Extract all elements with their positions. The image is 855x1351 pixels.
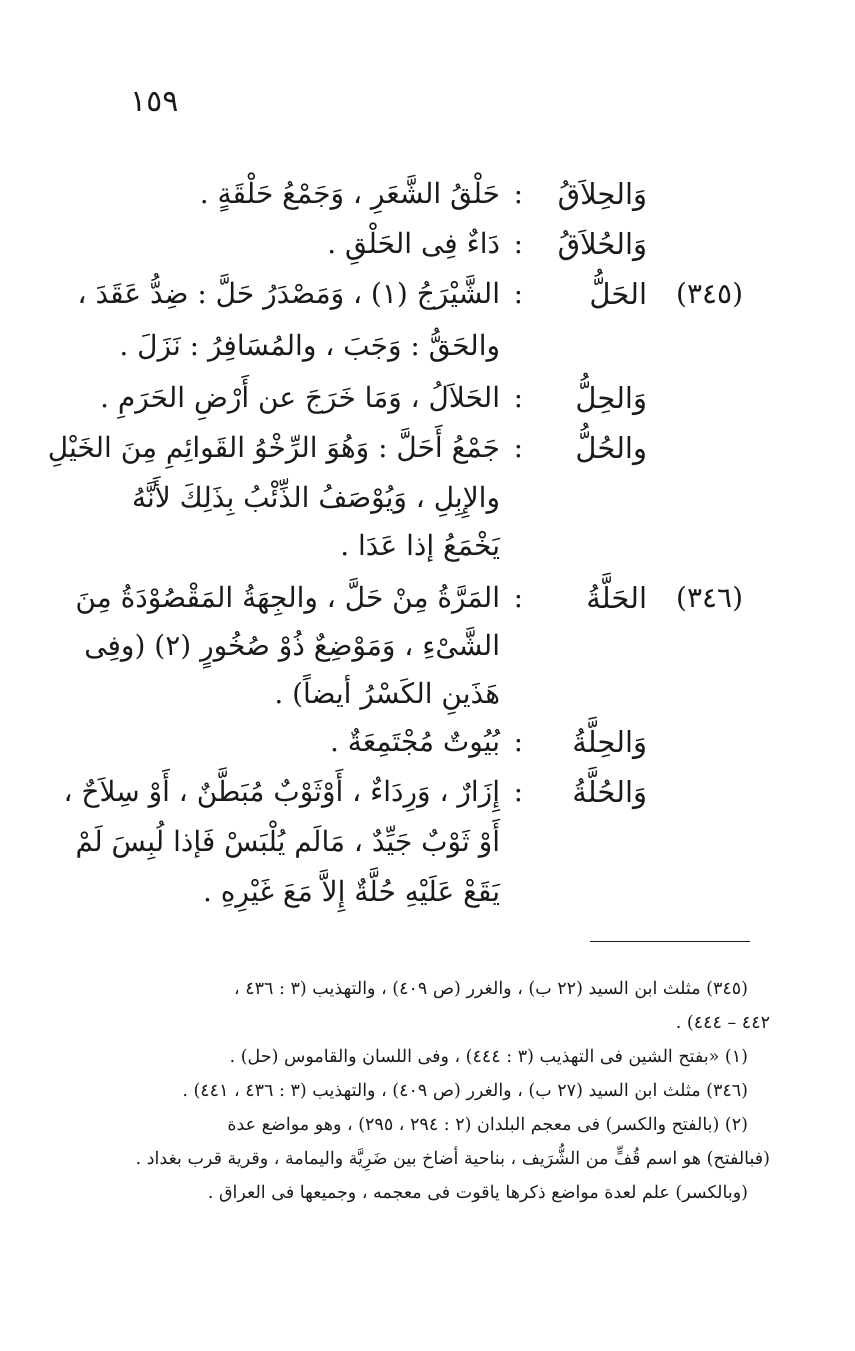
colon-separator: : [513,177,523,210]
entry-headword: الحَلُّ [589,277,647,311]
entry-definition-line: يَقَعْ عَلَيْهِ حُلَّةٌ إِلاَّ مَعَ غَيْرِهِ . [202,875,500,908]
entry-definition-line: الحَلاَلُ ، وَمَا خَرَجَ عن أَرْضِ الحَرَمِ . [100,381,500,414]
entry-definition-line: أَوْ ثَوْبٌ جَيِّدٌ ، مَالَم يُلْبَسْ فَإذا لُبِسَ لَمْ [75,825,500,858]
entry-headword: الحَلَّةُ [586,581,647,615]
entry-headword: وَالحِلُّ [575,381,647,415]
entry-definition-line: جَمْعُ أَحَلَّ : وَهُوَ الرِّخْوُ القَوائِمِ مِنَ الخَيْلِ [47,431,500,464]
colon-separator: : [513,725,523,758]
entry-headword: والحُلُّ [575,431,647,465]
footnote-line: (٢) (بالفتح والكسر) فى معجم البلدان (٢ : ٢٩٤ ، ٢٩٥) ، وهو مواضع عدة [227,1115,748,1135]
entry-definition-line: الشَّيْرَجُ (١) ، وَمَصْدَرُ حَلَّ : ضِدُّ عَقَدَ ، [77,277,500,310]
entry-definition-line: والحَقُّ : وَجَبَ ، والمُسَافِرُ : نَزَلَ . [119,329,500,362]
entry-definition-line: الشَّىْءِ ، وَمَوْضِعٌ ذُوْ صُخُورٍ (٢) (وفِى [84,629,500,662]
entry-definition-line: يَخْمَعُ إذا عَدَا . [340,529,500,562]
colon-separator: : [513,227,523,260]
colon-separator: : [513,431,523,464]
footnotes [70,972,770,1210]
entry-number: (٣٤٦) [676,581,743,614]
colon-separator: : [513,381,523,414]
footnote-line: (٣٤٥) مثلث ابن السيد (٢٢ ب) ، والغرر (ص ٤٠٩) ، والتهذيب (٣ : ٤٣٦ ، [234,979,748,999]
entry-definition-line: حَلْقُ الشَّعَرِ ، وَجَمْعُ حَلْقَةٍ . [199,177,500,210]
entry-definition-line: بُيُوتٌ مُجْتَمِعَةٌ . [330,725,500,758]
colon-separator: : [513,775,523,808]
footnote-line: ٤٤٢ – ٤٤٤) . [675,1013,770,1033]
entry-definition-line: والإِبِلِ ، وَيُوْصَفُ الذِّئْبُ بِذَلِكَ لأَنَّهُ [131,481,500,514]
entry-definition-line: دَاءٌ فِى الحَلْقِ . [327,227,500,260]
page-number: ١٥٩ [130,84,179,119]
entry-definition-line: هَذَينِ الكَسْرُ أيضاً) . [274,677,500,710]
colon-separator: : [513,277,523,310]
entry-headword: وَالحِلاَقُ [557,177,647,211]
footnote-line: (وبالكسر) علم لعدة مواضع ذكرها ياقوت فى معجمه ، وجميعها فى العراق . [207,1183,748,1203]
footnote-line: (١) «بفتح الشين فى التهذيب (٣ : ٤٤٤) ، وفى اللسان والقاموس (حل) . [229,1047,748,1067]
footnote-separator-rule [590,941,750,942]
entry-headword: وَالحُلَّةُ [572,775,647,809]
entry-number: (٣٤٥) [676,277,743,310]
entry-definition-line: إِزَارٌ ، وَرِدَاءٌ ، أَوْثَوْبٌ مُبَطَّنٌ ، أَوْ سِلاَحٌ ، [63,775,500,808]
entry-definition-line: المَرَّةُ مِنْ حَلَّ ، والجِهَةُ المَقْصُوْدَةُ مِنَ [75,581,500,614]
entry-headword: وَالحُلاَقُ [557,227,647,261]
entry-headword: وَالحِلَّةُ [572,725,647,759]
colon-separator: : [513,581,523,614]
footnote-line: (فبالفتح) هو اسم قُفٍّ من الشُّرَيف ، بناحية أضاخ بين ضَرِيَّة واليمامة ، وقرية قرب بغداد . [135,1149,770,1169]
footnote-line: (٣٤٦) مثلث ابن السيد (٢٧ ب) ، والغرر (ص ٤٠٩) ، والتهذيب (٣ : ٤٣٦ ، ٤٤١) . [182,1081,748,1101]
